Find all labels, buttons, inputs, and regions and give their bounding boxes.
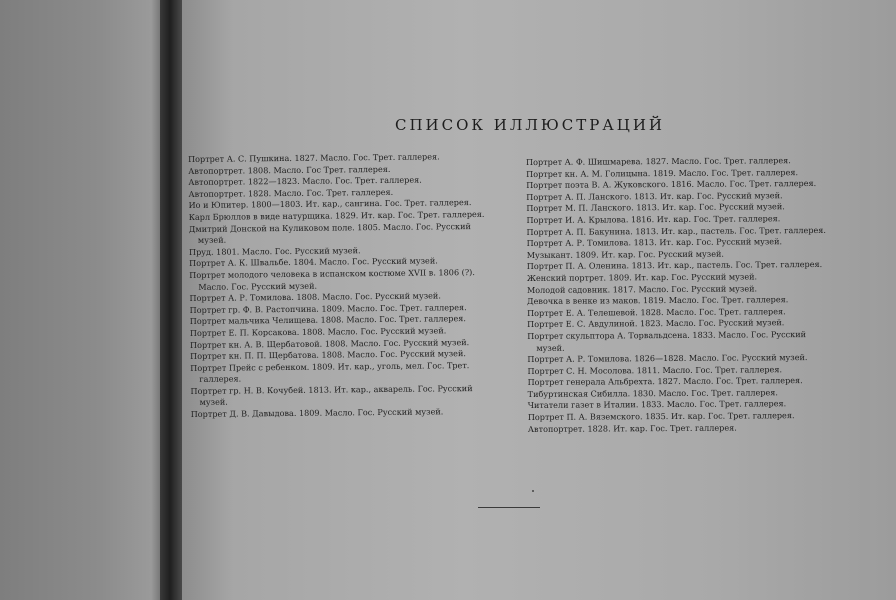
list-item: Портрет кн. П. П. Щербатова. 1808. Масло. Гос. Русский музей. [190,348,466,362]
list-item: Портрет А. П. Бакунина. 1813. Ит. кар., пастель. Гос. Трет. галлерея. [526,224,827,237]
list-item: Тибуртинская Сибилла. 1830. Масло. Гос. Трет. галлерея. [527,387,779,399]
illustration-list-left [188,151,503,421]
list-item: Автопортрет. 1828. Ит. кар. Гос. Трет. галлерея. [527,422,737,434]
list-item: Портрет молодого человека в испанском костюме XVII в. 1806 (?). Масло. Гос. Русский музей. [189,266,475,292]
list-item: Портрет Е. С. Авдулиной. 1823. Масло. Гос. Русский музей. [527,317,785,330]
list-item: Портрет А. П. Ланского. 1813. Ит. кар. Гос. Русский музей. [526,189,783,202]
illustration-list-right [526,155,828,435]
list-item: Пруд. 1801. Масло. Гос. Русский музей. [188,244,361,257]
book-gutter [160,0,182,600]
list-item: Портрет кн. А. В. Щербатовой. 1808. Масло. Гос. Русский музей. [189,336,470,350]
list-item: Портрет П. А. Оленина. 1813. Ит. кар., пастель. Гос. Трет. галлерея. [526,259,823,272]
list-item: Портрет скульптора А. Торвальдсена. 1833. Масло. Гос. Русский музей. [527,328,807,353]
list-item: Портрет гр. Н. В. Кочубей. 1813. Ит. кар., акварель. Гос. Русский музей. [190,382,473,408]
list-item: Автопортрет. 1808. Масло. Гос Трет. галлерея. [188,163,391,176]
list-item: Автопортрет. 1828. Масло. Гос. Трет. галлерея. [188,186,394,199]
list-item: Портрет А. К. Швальбе. 1804. Масло. Гос. Русский музей. [189,255,438,269]
list-item: Портрет И. А. Крылова. 1816. Ит. кар. Гос. Трет. галлерея. [526,213,781,225]
list-item: Ио и Юпитер. 1800—1803. Ит. кар., сангина. Гос. Трет. галлерея. [188,197,472,211]
list-item: Портрет поэта В. А. Жуковского. 1816. Масло. Гос. Трет. галлерея. [526,178,817,191]
list-item: Портрет Е. А. Телешевой. 1828. Масло. Гос. Трет. галлерея. [527,305,786,318]
list-item: Портрет С. Н. Мосолова. 1811. Масло. Гос. Трет. галлерея. [527,363,783,376]
list-item: Портрет А. С. Пушкина. 1827. Масло. Гос. Трет. галлерея. [188,151,440,164]
list-item: Дмитрий Донской на Куликовом поле. 1805. Масло. Гос. Русский музей. [188,220,471,246]
left-page [0,0,168,600]
list-item: Портрет Д. В. Давыдова. 1809. Масло. Гос. Русский музей. [190,406,444,420]
list-item: Молодой садовник. 1817. Масло. Гос. Русский музей. [526,282,758,295]
list-item: Портрет А. Ф. Шишмарева. 1827. Масло. Гос. Трет. галлерея. [526,155,791,167]
list-item: Портрет Прейс с ребенком. 1809. Ит. кар., уголь, мел. Гос. Трет. галлерея. [190,359,470,385]
list-item: Портрет А. Р. Томилова. 1808. Масло. Гос. Русский музей. [189,290,441,304]
list-item: Портрет П. А. Вяземского. 1835. Ит. кар. Гос. Трет. галлерея. [527,410,795,423]
list-item: Девочка в венке из маков. 1819. Масло. Гос. Трет. галлерея. [526,294,789,307]
ink-dot [532,490,534,492]
list-item: Портрет А. Р. Томилова. 1813. Ит. кар. Гос. Русский музей. [526,236,783,249]
list-item: Женский портрет. 1809. Ит. кар. Гос. Русский музей. [526,271,758,283]
list-item: Читатели газет в Италии. 1833. Масло. Гос. Трет. галлерея. [527,398,787,411]
list-item: Музыкант. 1809. Ит. кар. Гос. Русский музей. [526,248,724,260]
list-item: Портрет мальчика Челищева. 1808. Масло. Гос. Трет. галлерея. [189,313,466,327]
list-item: Портрет кн. А. М. Голицына. 1819. Масло. Гос. Трет. галлерея. [526,166,799,179]
list-item: Портрет Е. П. Корсакова. 1808. Масло. Гос. Русский музей. [189,325,447,338]
page-title: СПИСОК ИЛЛЮСТРАЦИЙ [395,116,665,134]
closing-rule [478,507,540,508]
list-item: Портрет А. Р. Томилова. 1826—1828. Масло. Гос. Русский музей. [527,352,808,365]
list-item: Карл Брюллов в виде натурщика. 1829. Ит. кар. Гос. Трет. галлерея. [188,208,485,222]
list-item: Портрет гр. Ф. В. Растопчина. 1809. Масло. Гос. Трет. галлерея. [189,301,467,315]
list-item: Портрет генерала Альбрехта. 1827. Масло. Гос. Трет. галлерея. [527,375,803,388]
list-item: Автопортрет. 1822—1823. Масло. Гос. Трет. галлерея. [188,174,422,188]
list-item: Портрет М. П. Ланского. 1813. Ит. кар. Гос. Русский музей. [526,201,785,214]
